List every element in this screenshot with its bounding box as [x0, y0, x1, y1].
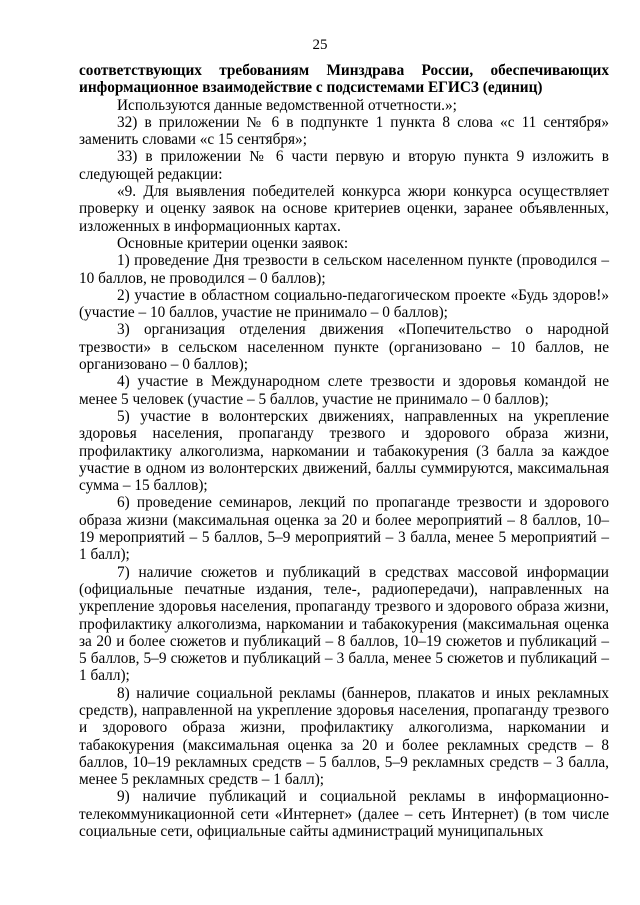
- criterion-5: 5) участие в волонтерских движениях, направленных на укрепление здоровья населения, пропаганду трезвого и здорового образа жизни, профилактику алкоголизма, наркомании и табакокурения (3 балла за каждое участие в одном из волонтерских движений, баллы суммируются, максимальная сумма – 15 баллов);: [79, 407, 609, 495]
- paragraph-item-32: 32) в приложении № 6 в подпункте 1 пункта 8 слова «с 11 сентября» заменить словами «с 15 сентября»;: [79, 113, 609, 149]
- paragraph-criteria-intro: Основные критерии оценки заявок:: [117, 234, 349, 252]
- criterion-4: 4) участие в Международном слете трезвости и здоровья командой не менее 5 человек (участие – 5 баллов, участие не принимало – 0 баллов);: [79, 373, 609, 408]
- criterion-3: 3) организация отделения движения «Попечительство о народной трезвости» в сельском населенном пункте (организовано – 10 баллов, не организовано – 0 баллов);: [79, 321, 609, 374]
- criterion-7: 7) наличие сюжетов и публикаций в средствах массовой информации (официальные печатные издания, теле-, радиопередачи), направленных на укрепление здоровья населения, пропаганду трезвого и здорового образа жизни, профилактику алкоголизма, наркомании и табакокурения (максимальная оценка за 20 и более сюжетов и публикаций – 8 баллов, 10–19 сюжетов и публикаций – 5 баллов, 5–9 сюжетов и публикаций – 3 балла, менее 5 сюжетов и публикаций – 1 балл);: [79, 563, 609, 685]
- paragraph-item-33: 33) в приложении № 6 части первую и вторую пункта 9 изложить в следующей редакции:: [79, 148, 609, 183]
- paragraph-point-9: «9. Для выявления победителей конкурса жюри конкурса осуществляет проверку и оценку заявок на основе критериев оценки, заранее объявленных, изложенных в информационных картах.: [79, 183, 609, 235]
- page-number: 25: [312, 37, 328, 53]
- criterion-9: 9) наличие публикаций и социальной рекламы в информационно-телекоммуникационной сети «Интернет» (далее – сеть Интернет) (в том числе социальные сети, официальные сайты администраций муниципальных: [79, 788, 609, 841]
- criterion-8: 8) наличие социальной рекламы (баннеров, плакатов и иных рекламных средств), направленной на укрепление здоровья населения, пропаганду трезвого и здорового образа жизни, профилактику алкоголизма, наркомании и табакокурения (максимальная оценка за 20 и более рекламных средств – 8 баллов, 10–19 рекламных средств – 5 баллов, 5–9 рекламных средств – 3 балла, менее 5 рекламных средств – 1 балл);: [79, 684, 609, 789]
- paragraph-source-note: Используются данные ведомственной отчетности.»;: [117, 96, 457, 114]
- criterion-2: 2) участие в областном социально-педагогическом проекте «Будь здоров!» (участие – 10 баллов, участие не принимало – 0 баллов);: [79, 286, 609, 322]
- criterion-6: 6) проведение семинаров, лекций по пропаганде трезвости и здорового образа жизни (максимальная оценка за 20 и более мероприятий – 8 баллов, 10–19 мероприятий – 5 баллов, 5–9 мероприятий – 3 балла, менее 5 мероприятий – 1 балл);: [79, 494, 609, 564]
- document-body: [79, 62, 609, 840]
- paragraph-heading-continuation: соответствующих требованиям Минздрава России, обеспечивающих информационное взаимодействие с подсистемами ЕГИСЗ (единиц): [79, 62, 609, 97]
- criterion-1: 1) проведение Дня трезвости в сельском населенном пункте (проводился – 10 баллов, не проводился – 0 баллов);: [79, 252, 609, 287]
